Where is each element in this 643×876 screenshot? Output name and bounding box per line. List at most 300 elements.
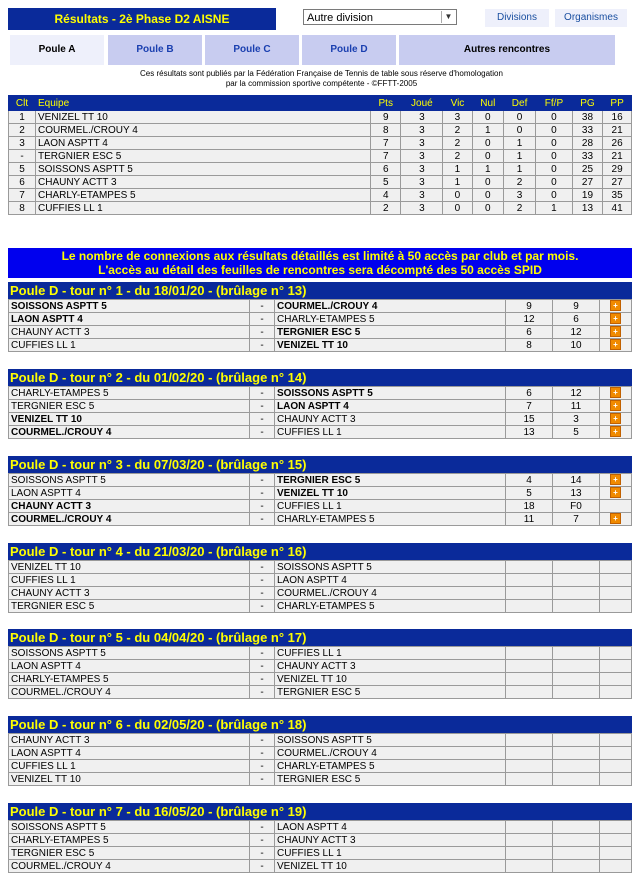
division-select[interactable] bbox=[303, 9, 457, 25]
plus-icon[interactable]: + bbox=[610, 513, 621, 524]
standings-row bbox=[9, 124, 632, 137]
standings-cell: 1 bbox=[503, 137, 535, 150]
away-score bbox=[553, 734, 600, 747]
standings-cell: 27 bbox=[572, 176, 602, 189]
round-title: Poule D - tour n° 2 - du 01/02/20 - (brûlage n° 14) bbox=[8, 369, 632, 386]
home-score: 6 bbox=[506, 326, 553, 339]
tab-poule-a[interactable]: Poule A bbox=[10, 35, 104, 65]
home-score bbox=[506, 686, 553, 699]
match-row bbox=[9, 400, 632, 413]
standings-cell: 0 bbox=[472, 176, 503, 189]
standings-header-cell: Clt bbox=[9, 96, 36, 111]
away-score bbox=[553, 747, 600, 760]
home-team[interactable]: CHARLY-ETAMPES 5 bbox=[9, 387, 250, 400]
home-score: 18 bbox=[506, 500, 553, 513]
standings-cell: 35 bbox=[603, 189, 632, 202]
standings-cell: 2 bbox=[443, 150, 472, 163]
home-team[interactable]: CHARLY-ETAMPES 5 bbox=[9, 834, 250, 847]
home-score bbox=[506, 600, 553, 613]
home-team[interactable]: LAON ASPTT 4 bbox=[9, 747, 250, 760]
standings-cell: 5 bbox=[371, 176, 401, 189]
standings-cell: 41 bbox=[603, 202, 632, 215]
standings-cell: 0 bbox=[536, 150, 573, 163]
away-score bbox=[553, 660, 600, 673]
standings-header-cell: PP bbox=[603, 96, 632, 111]
match-detail-cell bbox=[600, 313, 632, 326]
away-team[interactable]: CHAUNY ACTT 3 bbox=[275, 834, 506, 847]
away-score bbox=[553, 686, 600, 699]
away-score bbox=[553, 587, 600, 600]
standings-cell: 7 bbox=[371, 150, 401, 163]
away-team[interactable]: CHAUNY ACTT 3 bbox=[275, 413, 506, 426]
home-score bbox=[506, 647, 553, 660]
standings-cell: 21 bbox=[603, 150, 632, 163]
standings-row bbox=[9, 163, 632, 176]
away-team[interactable]: CHARLY-ETAMPES 5 bbox=[275, 600, 506, 613]
standings-cell: 1 bbox=[472, 124, 503, 137]
match-row bbox=[9, 339, 632, 352]
away-score: 6 bbox=[553, 313, 600, 326]
home-score: 4 bbox=[506, 474, 553, 487]
match-detail-cell bbox=[600, 686, 632, 699]
match-detail-cell bbox=[600, 413, 632, 426]
team-name[interactable]: CHARLY-ETAMPES 5 bbox=[36, 189, 371, 202]
standings-cell: 2 bbox=[371, 202, 401, 215]
home-team[interactable]: TERGNIER ESC 5 bbox=[9, 847, 250, 860]
standings-header-cell: PG bbox=[572, 96, 602, 111]
standings-row bbox=[9, 137, 632, 150]
plus-icon[interactable]: + bbox=[610, 339, 621, 350]
home-team[interactable]: SOISSONS ASPTT 5 bbox=[9, 821, 250, 834]
away-score bbox=[553, 600, 600, 613]
standings-cell: 0 bbox=[536, 111, 573, 124]
match-separator: - bbox=[250, 513, 275, 526]
match-separator: - bbox=[250, 587, 275, 600]
away-team[interactable]: CHARLY-ETAMPES 5 bbox=[275, 760, 506, 773]
away-team[interactable]: CHARLY-ETAMPES 5 bbox=[275, 313, 506, 326]
match-separator: - bbox=[250, 760, 275, 773]
match-detail-cell bbox=[600, 600, 632, 613]
away-team[interactable]: COURMEL./CROUY 4 bbox=[275, 300, 506, 313]
match-row bbox=[9, 426, 632, 439]
standings-cell: 25 bbox=[572, 163, 602, 176]
home-team[interactable]: CUFFIES LL 1 bbox=[9, 760, 250, 773]
team-name[interactable]: SOISSONS ASPTT 5 bbox=[36, 163, 371, 176]
team-name[interactable]: COURMEL./CROUY 4 bbox=[36, 124, 371, 137]
home-score bbox=[506, 734, 553, 747]
away-score: 11 bbox=[553, 400, 600, 413]
away-team[interactable]: SOISSONS ASPTT 5 bbox=[275, 387, 506, 400]
plus-icon[interactable]: + bbox=[610, 487, 621, 498]
match-detail-cell bbox=[600, 387, 632, 400]
home-team[interactable]: TERGNIER ESC 5 bbox=[9, 400, 250, 413]
away-team[interactable]: TERGNIER ESC 5 bbox=[275, 773, 506, 786]
away-score: 10 bbox=[553, 339, 600, 352]
standings-cell: 0 bbox=[536, 137, 573, 150]
standings-cell: 26 bbox=[603, 137, 632, 150]
away-team[interactable]: CUFFIES LL 1 bbox=[275, 847, 506, 860]
standings-cell: 2 bbox=[9, 124, 36, 137]
standings-cell: 2 bbox=[503, 202, 535, 215]
match-separator: - bbox=[250, 747, 275, 760]
match-separator: - bbox=[250, 773, 275, 786]
plus-icon[interactable]: + bbox=[610, 326, 621, 337]
home-score bbox=[506, 673, 553, 686]
standings-cell: - bbox=[9, 150, 36, 163]
home-team[interactable]: CHAUNY ACTT 3 bbox=[9, 500, 250, 513]
match-row bbox=[9, 600, 632, 613]
home-team[interactable]: COURMEL./CROUY 4 bbox=[9, 426, 250, 439]
match-row bbox=[9, 474, 632, 487]
match-separator: - bbox=[250, 487, 275, 500]
match-separator: - bbox=[250, 313, 275, 326]
home-team[interactable]: LAON ASPTT 4 bbox=[9, 313, 250, 326]
match-row bbox=[9, 834, 632, 847]
round-block bbox=[8, 369, 632, 439]
home-score: 6 bbox=[506, 387, 553, 400]
away-score: 12 bbox=[553, 387, 600, 400]
banner-line: L'accès au détail des feuilles de rencontres sera décompté des 50 accès SPID bbox=[98, 263, 542, 277]
standings-header-cell: Pts bbox=[371, 96, 401, 111]
standings-cell: 4 bbox=[371, 189, 401, 202]
match-detail-cell bbox=[600, 587, 632, 600]
standings-header-cell: Ff/P bbox=[536, 96, 573, 111]
standings-cell: 3 bbox=[401, 176, 443, 189]
homologation-notice bbox=[0, 69, 643, 89]
standings-cell: 1 bbox=[536, 202, 573, 215]
standings-cell: 3 bbox=[401, 150, 443, 163]
team-name[interactable]: LAON ASPTT 4 bbox=[36, 137, 371, 150]
standings-cell: 3 bbox=[443, 111, 472, 124]
home-score: 13 bbox=[506, 426, 553, 439]
plus-icon[interactable]: + bbox=[610, 474, 621, 485]
round-title: Poule D - tour n° 6 - du 02/05/20 - (brûlage n° 18) bbox=[8, 716, 632, 733]
standings-cell: 3 bbox=[401, 163, 443, 176]
divisions-link[interactable]: Divisions bbox=[485, 9, 549, 27]
standings-cell: 0 bbox=[503, 111, 535, 124]
standings-cell: 1 bbox=[503, 163, 535, 176]
organismes-link[interactable]: Organismes bbox=[555, 9, 627, 27]
home-score: 8 bbox=[506, 339, 553, 352]
plus-icon[interactable]: + bbox=[610, 313, 621, 324]
standings-cell: 3 bbox=[503, 189, 535, 202]
match-row bbox=[9, 860, 632, 873]
page-title: Résultats - 2è Phase D2 AISNE bbox=[8, 8, 276, 30]
round-block bbox=[8, 803, 632, 873]
home-score: 12 bbox=[506, 313, 553, 326]
match-detail-cell bbox=[600, 300, 632, 313]
match-row bbox=[9, 513, 632, 526]
standings-cell: 19 bbox=[572, 189, 602, 202]
tab-poule-c[interactable]: Poule C bbox=[205, 35, 299, 65]
standings-cell: 1 bbox=[503, 150, 535, 163]
standings-cell: 0 bbox=[443, 189, 472, 202]
match-detail-cell bbox=[600, 487, 632, 500]
plus-icon[interactable]: + bbox=[610, 413, 621, 424]
standings-cell: 13 bbox=[572, 202, 602, 215]
standings-cell: 1 bbox=[443, 176, 472, 189]
away-score: 14 bbox=[553, 474, 600, 487]
match-detail-cell bbox=[600, 474, 632, 487]
away-score bbox=[553, 574, 600, 587]
standings-cell: 38 bbox=[572, 111, 602, 124]
away-score: F0 bbox=[553, 500, 600, 513]
match-separator: - bbox=[250, 426, 275, 439]
poule-tabs bbox=[10, 35, 615, 65]
home-team[interactable]: COURMEL./CROUY 4 bbox=[9, 860, 250, 873]
standings-cell: 0 bbox=[472, 150, 503, 163]
match-separator: - bbox=[250, 326, 275, 339]
home-team[interactable]: CHARLY-ETAMPES 5 bbox=[9, 673, 250, 686]
standings-cell: 3 bbox=[401, 202, 443, 215]
plus-icon[interactable]: + bbox=[610, 400, 621, 411]
match-row bbox=[9, 487, 632, 500]
home-score: 7 bbox=[506, 400, 553, 413]
away-team[interactable]: CHARLY-ETAMPES 5 bbox=[275, 513, 506, 526]
match-row bbox=[9, 673, 632, 686]
away-team[interactable]: VENIZEL TT 10 bbox=[275, 860, 506, 873]
away-team[interactable]: SOISSONS ASPTT 5 bbox=[275, 734, 506, 747]
standings-cell: 3 bbox=[401, 189, 443, 202]
home-score: 5 bbox=[506, 487, 553, 500]
plus-icon[interactable]: + bbox=[610, 426, 621, 437]
home-team[interactable]: TERGNIER ESC 5 bbox=[9, 600, 250, 613]
away-team[interactable]: COURMEL./CROUY 4 bbox=[275, 747, 506, 760]
home-score bbox=[506, 834, 553, 847]
round-title: Poule D - tour n° 1 - du 18/01/20 - (brûlage n° 13) bbox=[8, 282, 632, 299]
standings-cell: 0 bbox=[536, 189, 573, 202]
away-score: 7 bbox=[553, 513, 600, 526]
team-name[interactable]: CHAUNY ACTT 3 bbox=[36, 176, 371, 189]
home-team[interactable]: COURMEL./CROUY 4 bbox=[9, 686, 250, 699]
standings-cell: 2 bbox=[503, 176, 535, 189]
match-detail-cell bbox=[600, 647, 632, 660]
standings-cell: 29 bbox=[603, 163, 632, 176]
home-team[interactable]: CHAUNY ACTT 3 bbox=[9, 326, 250, 339]
home-score bbox=[506, 561, 553, 574]
standings-cell: 21 bbox=[603, 124, 632, 137]
standings-header-cell: Joué bbox=[401, 96, 443, 111]
away-team[interactable]: VENIZEL TT 10 bbox=[275, 487, 506, 500]
match-detail-cell bbox=[600, 561, 632, 574]
away-team[interactable]: LAON ASPTT 4 bbox=[275, 400, 506, 413]
home-score: 9 bbox=[506, 300, 553, 313]
standings-cell: 3 bbox=[9, 137, 36, 150]
standings-cell: 3 bbox=[401, 137, 443, 150]
away-score bbox=[553, 561, 600, 574]
match-detail-cell bbox=[600, 326, 632, 339]
match-detail-cell bbox=[600, 339, 632, 352]
match-separator: - bbox=[250, 834, 275, 847]
standings-cell: 3 bbox=[401, 124, 443, 137]
away-score bbox=[553, 834, 600, 847]
standings-cell: 28 bbox=[572, 137, 602, 150]
match-row bbox=[9, 821, 632, 834]
match-separator: - bbox=[250, 300, 275, 313]
away-team[interactable]: LAON ASPTT 4 bbox=[275, 574, 506, 587]
match-separator: - bbox=[250, 673, 275, 686]
home-score bbox=[506, 660, 553, 673]
standings-cell: 2 bbox=[443, 137, 472, 150]
standings-cell: 2 bbox=[443, 124, 472, 137]
away-team[interactable]: TERGNIER ESC 5 bbox=[275, 686, 506, 699]
home-score bbox=[506, 773, 553, 786]
standings-row bbox=[9, 202, 632, 215]
match-detail-cell bbox=[600, 513, 632, 526]
away-team[interactable]: TERGNIER ESC 5 bbox=[275, 326, 506, 339]
round-title: Poule D - tour n° 4 - du 21/03/20 - (brûlage n° 16) bbox=[8, 543, 632, 560]
match-detail-cell bbox=[600, 400, 632, 413]
away-team[interactable]: LAON ASPTT 4 bbox=[275, 821, 506, 834]
standings-row bbox=[9, 189, 632, 202]
away-team[interactable]: TERGNIER ESC 5 bbox=[275, 474, 506, 487]
plus-icon[interactable]: + bbox=[610, 300, 621, 311]
match-row bbox=[9, 686, 632, 699]
home-team[interactable]: SOISSONS ASPTT 5 bbox=[9, 474, 250, 487]
division-select-value: Autre division bbox=[307, 12, 374, 24]
standings-cell: 8 bbox=[9, 202, 36, 215]
away-score bbox=[553, 760, 600, 773]
standings-cell: 7 bbox=[371, 137, 401, 150]
match-detail-cell bbox=[600, 734, 632, 747]
match-separator: - bbox=[250, 400, 275, 413]
match-detail-cell bbox=[600, 500, 632, 513]
standings-row bbox=[9, 176, 632, 189]
match-separator: - bbox=[250, 860, 275, 873]
standings-cell: 1 bbox=[9, 111, 36, 124]
tab-poule-d[interactable]: Poule D bbox=[302, 35, 396, 65]
tab-autres-rencontres[interactable]: Autres rencontres bbox=[399, 35, 615, 65]
home-team[interactable]: LAON ASPTT 4 bbox=[9, 660, 250, 673]
standings-header-cell: Equipe bbox=[36, 96, 371, 111]
away-team[interactable]: CUFFIES LL 1 bbox=[275, 647, 506, 660]
round-block bbox=[8, 543, 632, 613]
standings-row bbox=[9, 150, 632, 163]
match-detail-cell bbox=[600, 660, 632, 673]
access-limit-banner bbox=[8, 248, 632, 278]
standings-cell: 0 bbox=[536, 176, 573, 189]
match-row bbox=[9, 734, 632, 747]
match-separator: - bbox=[250, 660, 275, 673]
away-score: 9 bbox=[553, 300, 600, 313]
team-name[interactable]: TERGNIER ESC 5 bbox=[36, 150, 371, 163]
match-detail-cell bbox=[600, 426, 632, 439]
away-score bbox=[553, 647, 600, 660]
match-separator: - bbox=[250, 847, 275, 860]
round-block bbox=[8, 716, 632, 786]
home-team[interactable]: COURMEL./CROUY 4 bbox=[9, 513, 250, 526]
standings-cell: 0 bbox=[536, 124, 573, 137]
match-separator: - bbox=[250, 821, 275, 834]
home-team[interactable]: LAON ASPTT 4 bbox=[9, 487, 250, 500]
standings-header-cell: Def bbox=[503, 96, 535, 111]
team-name[interactable]: CUFFIES LL 1 bbox=[36, 202, 371, 215]
away-score: 12 bbox=[553, 326, 600, 339]
round-title: Poule D - tour n° 5 - du 04/04/20 - (brûlage n° 17) bbox=[8, 629, 632, 646]
home-team[interactable]: CUFFIES LL 1 bbox=[9, 339, 250, 352]
home-score bbox=[506, 847, 553, 860]
away-score bbox=[553, 847, 600, 860]
match-detail-cell bbox=[600, 773, 632, 786]
standings-cell: 7 bbox=[9, 189, 36, 202]
match-separator: - bbox=[250, 500, 275, 513]
tab-poule-b[interactable]: Poule B bbox=[108, 35, 202, 65]
standings-cell: 0 bbox=[536, 163, 573, 176]
match-row bbox=[9, 847, 632, 860]
match-row bbox=[9, 387, 632, 400]
standings-cell: 0 bbox=[472, 189, 503, 202]
home-team[interactable]: CHAUNY ACTT 3 bbox=[9, 734, 250, 747]
standings-cell: 8 bbox=[371, 124, 401, 137]
match-separator: - bbox=[250, 561, 275, 574]
away-team[interactable]: CUFFIES LL 1 bbox=[275, 500, 506, 513]
match-row bbox=[9, 660, 632, 673]
match-separator: - bbox=[250, 600, 275, 613]
match-separator: - bbox=[250, 387, 275, 400]
standings-table bbox=[8, 95, 632, 215]
match-row bbox=[9, 326, 632, 339]
away-team[interactable]: VENIZEL TT 10 bbox=[275, 673, 506, 686]
standings-cell: 0 bbox=[503, 124, 535, 137]
plus-icon[interactable]: + bbox=[610, 387, 621, 398]
standings-header-cell: Nul bbox=[472, 96, 503, 111]
top-bar bbox=[8, 6, 635, 30]
round-block bbox=[8, 456, 632, 526]
match-detail-cell bbox=[600, 747, 632, 760]
home-team[interactable]: VENIZEL TT 10 bbox=[9, 413, 250, 426]
standings-cell: 33 bbox=[572, 124, 602, 137]
away-team[interactable]: VENIZEL TT 10 bbox=[275, 339, 506, 352]
match-detail-cell bbox=[600, 847, 632, 860]
home-team[interactable]: VENIZEL TT 10 bbox=[9, 773, 250, 786]
home-team[interactable]: CUFFIES LL 1 bbox=[9, 574, 250, 587]
standings-cell: 1 bbox=[443, 163, 472, 176]
standings-cell: 0 bbox=[443, 202, 472, 215]
home-team[interactable]: SOISSONS ASPTT 5 bbox=[9, 647, 250, 660]
away-team[interactable]: COURMEL./CROUY 4 bbox=[275, 587, 506, 600]
match-row bbox=[9, 500, 632, 513]
notice-line: par la commission sportive compétente - ©FFTT-2005 bbox=[225, 79, 418, 88]
away-team[interactable]: CUFFIES LL 1 bbox=[275, 426, 506, 439]
standings-row bbox=[9, 111, 632, 124]
match-row bbox=[9, 760, 632, 773]
round-title: Poule D - tour n° 3 - du 07/03/20 - (brûlage n° 15) bbox=[8, 456, 632, 473]
standings-cell: 3 bbox=[401, 111, 443, 124]
standings-cell: 6 bbox=[9, 176, 36, 189]
standings-cell: 33 bbox=[572, 150, 602, 163]
banner-line: Le nombre de connexions aux résultats détaillés est limité à 50 accès par club et par mois. bbox=[61, 249, 579, 263]
match-row bbox=[9, 561, 632, 574]
away-score: 3 bbox=[553, 413, 600, 426]
notice-line: Ces résultats sont publiés par la Fédération Française de Tennis de table sous réserve d'homologation bbox=[140, 69, 503, 78]
standings-cell: 0 bbox=[472, 202, 503, 215]
home-score: 15 bbox=[506, 413, 553, 426]
match-detail-cell bbox=[600, 834, 632, 847]
match-row bbox=[9, 413, 632, 426]
home-team[interactable]: VENIZEL TT 10 bbox=[9, 561, 250, 574]
home-score bbox=[506, 821, 553, 834]
home-team[interactable]: SOISSONS ASPTT 5 bbox=[9, 300, 250, 313]
team-name[interactable]: VENIZEL TT 10 bbox=[36, 111, 371, 124]
away-team[interactable]: CHAUNY ACTT 3 bbox=[275, 660, 506, 673]
standings-cell: 9 bbox=[371, 111, 401, 124]
away-team[interactable]: SOISSONS ASPTT 5 bbox=[275, 561, 506, 574]
match-detail-cell bbox=[600, 673, 632, 686]
home-team[interactable]: CHAUNY ACTT 3 bbox=[9, 587, 250, 600]
match-detail-cell bbox=[600, 760, 632, 773]
match-separator: - bbox=[250, 413, 275, 426]
match-separator: - bbox=[250, 339, 275, 352]
